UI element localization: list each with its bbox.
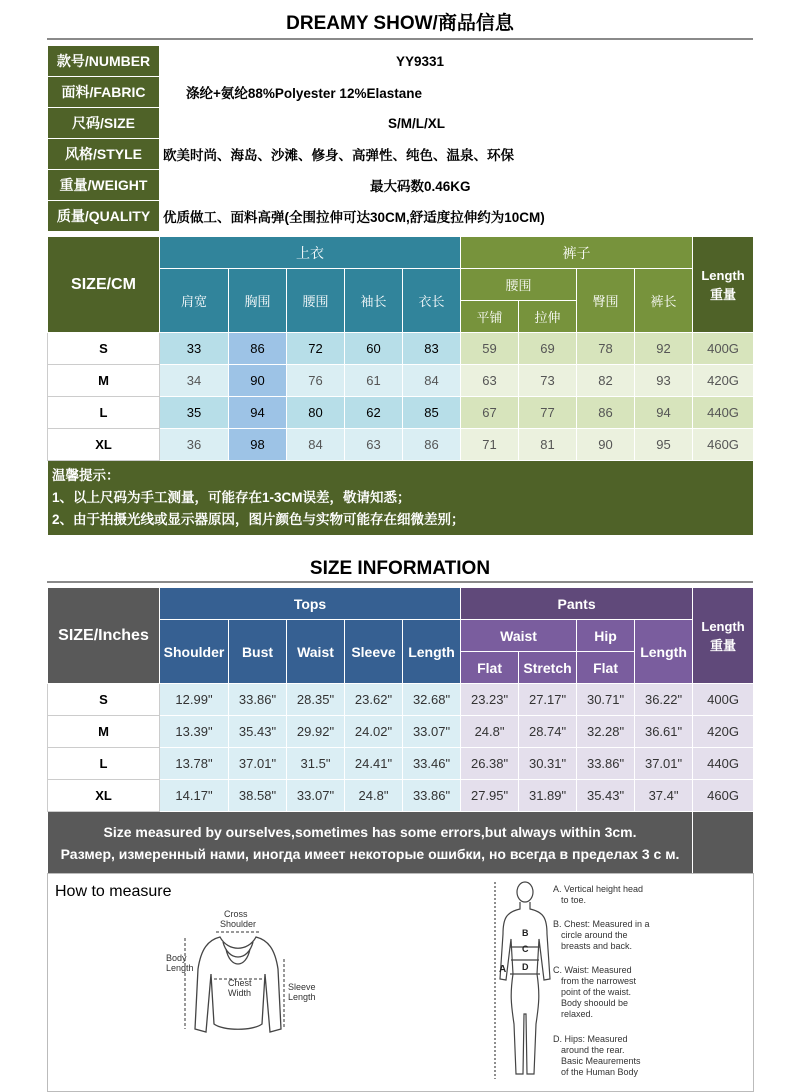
value-cell: 94	[635, 397, 693, 429]
size-row	[48, 716, 754, 748]
size-cell: L	[48, 748, 160, 780]
value-cell: 81	[519, 429, 577, 461]
size-table-inches	[47, 587, 754, 875]
col-pants-length: Length	[635, 620, 693, 684]
col-length: Length	[403, 620, 461, 684]
disclaimer-en: Size measured by ourselves,sometimes has some errors,but always within 3cm.	[103, 824, 637, 840]
value-cell: 29.92"	[287, 716, 345, 748]
value-cell: 83	[403, 333, 461, 365]
value-cell: 73	[519, 365, 577, 397]
value-cell: 27.95"	[461, 780, 519, 812]
info-row	[48, 139, 753, 170]
value-cell: 32.28"	[577, 716, 635, 748]
value-cell: 86	[577, 397, 635, 429]
value-cell: 85	[403, 397, 461, 429]
cross-label-2: Shoulder	[220, 919, 257, 929]
info-label: 尺码/SIZE	[48, 108, 160, 139]
col-waist-flat: 平铺	[461, 301, 519, 333]
info-value: 欧美时尚、海岛、沙滩、修身、高弹性、纯色、温泉、环保	[163, 148, 514, 163]
note-d-4: of the Human Body	[561, 1067, 639, 1077]
info-row	[48, 46, 753, 77]
how-to-measure-panel	[47, 873, 754, 1092]
value-cell: 84	[403, 365, 461, 397]
weight-cell: 460G	[693, 780, 754, 812]
col-sleeve: Sleeve	[345, 620, 403, 684]
col-shoulder: Shoulder	[160, 620, 229, 684]
col-length: 衣长	[403, 269, 461, 333]
weight-cell: 400G	[693, 684, 754, 716]
col-sleeve: 袖长	[345, 269, 403, 333]
size-cell: XL	[48, 780, 160, 812]
value-cell: 30.31"	[519, 748, 577, 780]
size-row	[48, 684, 754, 716]
info-label: 重量/WEIGHT	[48, 170, 160, 201]
divider	[47, 38, 753, 40]
value-cell: 28.74"	[519, 716, 577, 748]
tops-header: 上衣	[160, 237, 461, 269]
value-cell: 33.86"	[403, 780, 461, 812]
measure-illustration	[48, 874, 753, 1091]
size-cell: S	[48, 684, 160, 716]
note-c-4: Body shoould be	[561, 998, 629, 1008]
value-cell: 98	[229, 429, 287, 461]
value-cell: 72	[287, 333, 345, 365]
size-row	[48, 365, 754, 397]
value-cell: 33.86"	[577, 748, 635, 780]
mark-d: D	[522, 962, 529, 972]
value-cell: 24.02"	[345, 716, 403, 748]
size-cm-header: SIZE/CM	[48, 237, 160, 333]
note-a-1: A. Vertical height head	[553, 884, 644, 894]
how-to-measure-title: How to measure	[55, 883, 172, 900]
value-cell: 36	[160, 429, 229, 461]
size-row	[48, 780, 754, 812]
value-cell: 14.17"	[160, 780, 229, 812]
info-label: 款号/NUMBER	[48, 46, 160, 77]
chest-label-2: Width	[228, 988, 252, 998]
info-value: 优质做工、面料高弹(全围拉伸可达30CM,舒适度拉伸约为10CM)	[163, 210, 545, 225]
page-title: DREAMY SHOW/商品信息	[286, 13, 514, 34]
size-row	[48, 429, 754, 461]
col-waist: Waist	[287, 620, 345, 684]
sleeve-label-2: Length	[288, 992, 316, 1002]
size-row	[48, 397, 754, 429]
col-pants-waist: Waist	[461, 620, 577, 652]
col-waist: 腰围	[287, 269, 345, 333]
info-row	[48, 170, 753, 201]
value-cell: 32.68"	[403, 684, 461, 716]
disclaimer-ru: Размер, измеренный нами, иногда имеет некоторые ошибки, но всегда в пределах 3 с м.	[60, 846, 680, 862]
col-hip: Hip	[577, 620, 635, 652]
note-d-3: Basic Meaurements	[561, 1056, 641, 1066]
weight-cell: 440G	[693, 748, 754, 780]
info-value: 最大码数0.46KG	[370, 179, 471, 194]
note-c-5: relaxed.	[561, 1009, 594, 1019]
info-value: 涤纶+氨纶88%Polyester 12%Elastane	[186, 86, 422, 101]
size-cell: S	[48, 333, 160, 365]
size-table-cm	[47, 236, 754, 536]
size-cell: L	[48, 397, 160, 429]
disclaimer-side	[693, 812, 754, 875]
info-row	[48, 108, 753, 139]
weight-cell: 420G	[693, 365, 754, 397]
col-hip: 臀围	[577, 269, 635, 333]
body-label-1: Body	[166, 953, 187, 963]
divider	[47, 581, 753, 583]
info-row	[48, 77, 753, 108]
value-cell: 63	[461, 365, 519, 397]
value-cell: 59	[461, 333, 519, 365]
info-row	[48, 201, 753, 232]
value-cell: 35.43"	[229, 716, 287, 748]
notes-line-1: 1、以上尺码为手工测量，可能存在1-3CM误差，敬请知悉；	[52, 490, 411, 505]
note-b-1: B. Chest: Measured in a	[553, 919, 650, 929]
col-bust: Bust	[229, 620, 287, 684]
weight-cell: 460G	[693, 429, 754, 461]
col-waist-flat: Flat	[461, 652, 519, 684]
value-cell: 86	[229, 333, 287, 365]
pants-header: Pants	[461, 588, 693, 620]
mark-a: A	[499, 964, 507, 975]
value-cell: 67	[461, 397, 519, 429]
size-cell: M	[48, 716, 160, 748]
value-cell: 76	[287, 365, 345, 397]
chest-label-1: Chest	[228, 978, 252, 988]
info-label: 质量/QUALITY	[48, 201, 160, 232]
value-cell: 33.86"	[229, 684, 287, 716]
col-waist-stretch: Stretch	[519, 652, 577, 684]
value-cell: 13.78"	[160, 748, 229, 780]
value-cell: 24.8"	[461, 716, 519, 748]
value-cell: 37.4"	[635, 780, 693, 812]
info-value: S/M/L/XL	[388, 115, 445, 131]
col-pants-length: 裤长	[635, 269, 693, 333]
value-cell: 78	[577, 333, 635, 365]
note-b-3: breasts and back.	[561, 941, 633, 951]
sleeve-label-1: Sleeve	[288, 982, 316, 992]
value-cell: 86	[403, 429, 461, 461]
pants-header: 裤子	[461, 237, 693, 269]
weight-cell: 420G	[693, 716, 754, 748]
body-label-2: Length	[166, 963, 194, 973]
size-row	[48, 748, 754, 780]
mark-c: C	[522, 944, 529, 954]
product-info-table	[47, 45, 753, 232]
value-cell: 82	[577, 365, 635, 397]
value-cell: 38.58"	[229, 780, 287, 812]
size-row	[48, 333, 754, 365]
value-cell: 77	[519, 397, 577, 429]
value-cell: 33.46"	[403, 748, 461, 780]
value-cell: 23.62"	[345, 684, 403, 716]
notes-title: 温馨提示：	[52, 468, 120, 483]
col-pants-waist: 腰围	[461, 269, 577, 301]
value-cell: 90	[577, 429, 635, 461]
tops-header: Tops	[160, 588, 461, 620]
value-cell: 31.89"	[519, 780, 577, 812]
value-cell: 30.71"	[577, 684, 635, 716]
cross-label-1: Cross	[224, 909, 248, 919]
length-weight-header: Length 重量	[693, 588, 754, 684]
value-cell: 63	[345, 429, 403, 461]
value-cell: 36.22"	[635, 684, 693, 716]
value-cell: 33.07"	[287, 780, 345, 812]
value-cell: 35	[160, 397, 229, 429]
length-weight-header: Length 重量	[693, 237, 754, 333]
value-cell: 24.41"	[345, 748, 403, 780]
value-cell: 90	[229, 365, 287, 397]
notes-line-2: 2、由于拍摄光线或显示器原因，图片颜色与实物可能存在细微差别；	[52, 512, 465, 527]
notes	[48, 461, 754, 536]
value-cell: 95	[635, 429, 693, 461]
value-cell: 71	[461, 429, 519, 461]
size-cell: M	[48, 365, 160, 397]
info-label: 面料/FABRIC	[48, 77, 160, 108]
body-figure-icon	[495, 882, 550, 1079]
note-b-2: circle around the	[561, 930, 628, 940]
disclaimer	[48, 812, 693, 875]
value-cell: 37.01"	[635, 748, 693, 780]
value-cell: 33	[160, 333, 229, 365]
note-c-1: C. Waist: Measured	[553, 965, 632, 975]
note-c-2: from the narrowest	[561, 976, 637, 986]
col-waist-stretch: 拉伸	[519, 301, 577, 333]
value-cell: 34	[160, 365, 229, 397]
info-value: YY9331	[396, 53, 445, 69]
value-cell: 35.43"	[577, 780, 635, 812]
value-cell: 37.01"	[229, 748, 287, 780]
col-hip-flat: Flat	[577, 652, 635, 684]
value-cell: 13.39"	[160, 716, 229, 748]
value-cell: 27.17"	[519, 684, 577, 716]
note-d-1: D. Hips: Measured	[553, 1034, 628, 1044]
note-d-2: around the rear.	[561, 1045, 625, 1055]
note-a-2: to toe.	[561, 895, 587, 905]
value-cell: 28.35"	[287, 684, 345, 716]
value-cell: 69	[519, 333, 577, 365]
measure-notes	[553, 884, 650, 1077]
value-cell: 26.38"	[461, 748, 519, 780]
mark-b: B	[522, 928, 529, 938]
col-shoulder: 肩宽	[160, 269, 229, 333]
value-cell: 93	[635, 365, 693, 397]
value-cell: 31.5"	[287, 748, 345, 780]
value-cell: 24.8"	[345, 780, 403, 812]
value-cell: 84	[287, 429, 345, 461]
col-bust: 胸围	[229, 269, 287, 333]
value-cell: 62	[345, 397, 403, 429]
note-c-3: point of the waist.	[561, 987, 632, 997]
weight-cell: 400G	[693, 333, 754, 365]
info-label: 风格/STYLE	[48, 139, 160, 170]
value-cell: 33.07"	[403, 716, 461, 748]
value-cell: 61	[345, 365, 403, 397]
value-cell: 12.99"	[160, 684, 229, 716]
value-cell: 80	[287, 397, 345, 429]
value-cell: 60	[345, 333, 403, 365]
value-cell: 23.23"	[461, 684, 519, 716]
value-cell: 94	[229, 397, 287, 429]
size-cell: XL	[48, 429, 160, 461]
value-cell: 92	[635, 333, 693, 365]
size-inches-header: SIZE/Inches	[48, 588, 160, 684]
weight-cell: 440G	[693, 397, 754, 429]
size-information-title: SIZE INFORMATION	[309, 558, 491, 579]
value-cell: 36.61"	[635, 716, 693, 748]
